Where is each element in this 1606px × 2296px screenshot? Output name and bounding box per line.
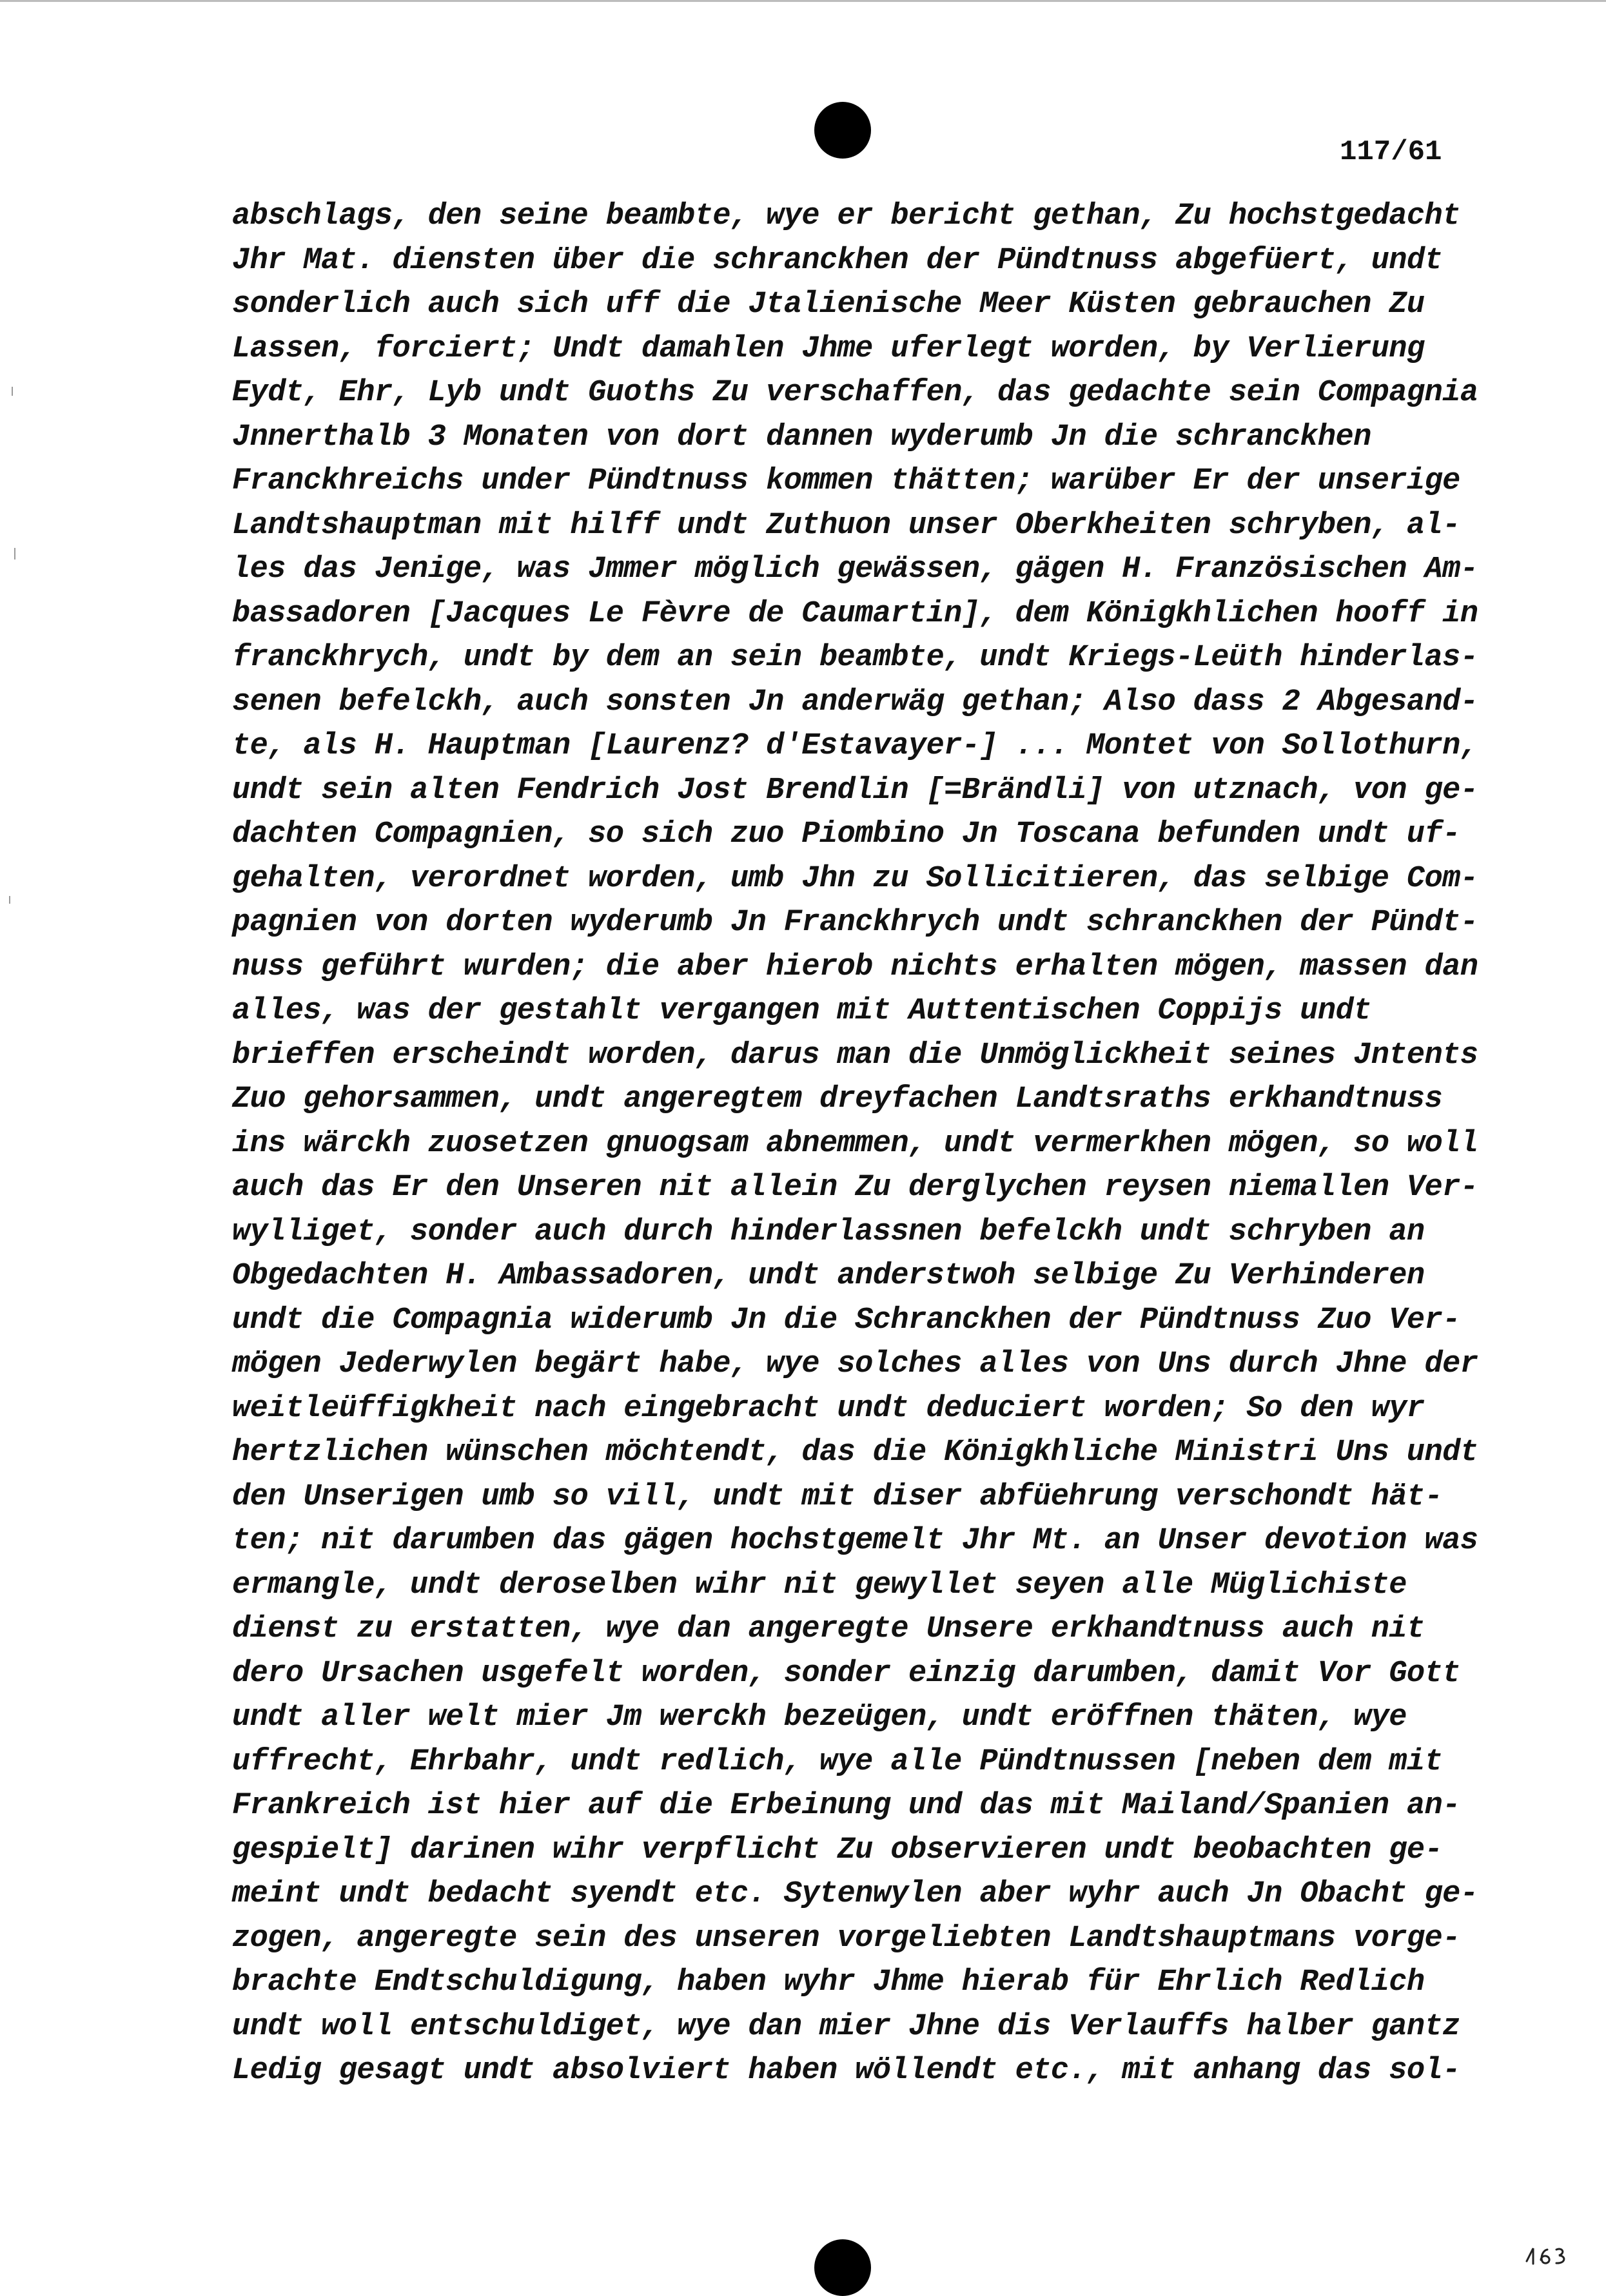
text-line: undt die Compagnia widerumb Jn die Schranckhen der Pündtnuss Zuo Ver- bbox=[232, 1303, 1460, 1338]
text-line: meint undt bedacht syendt etc. Sytenwylen aber wyhr auch Jn Obacht ge- bbox=[232, 1877, 1478, 1911]
text-line: franckhrych, undt by dem an sein beambte, undt Kriegs-Leüth hinderlas- bbox=[232, 641, 1478, 675]
text-line: gehalten, verordnet worden, umb Jhn zu Sollicitieren, das selbige Com- bbox=[232, 861, 1478, 896]
punch-hole-bottom bbox=[814, 2239, 871, 2296]
text-line: gespielt] darinen wihr verpflicht Zu observieren undt beobachten ge- bbox=[232, 1833, 1443, 1867]
text-line: te, als H. Hauptman [Laurenz? d'Estavayer-] ... Montet von Sollothurn, bbox=[232, 729, 1478, 763]
text-line: undt woll entschuldiget, wye dan mier Jhne dis Verlauffs halber gantz bbox=[232, 2009, 1460, 2044]
text-line: Obgedachten H. Ambassadoren, undt anderstwoh selbige Zu Verhinderen bbox=[232, 1259, 1425, 1293]
text-line: ins wärckh zuosetzen gnuogsam abnemmen, undt vermerkhen mögen, so woll bbox=[232, 1126, 1478, 1161]
text-line: pagnien von dorten wyderumb Jn Franckhrych undt schranckhen der Pündt- bbox=[232, 906, 1478, 940]
margin-mark bbox=[9, 896, 10, 904]
text-line: alles, was der gestahlt vergangen mit Auttentischen Coppijs undt bbox=[232, 994, 1371, 1028]
page-top-edge bbox=[0, 0, 1606, 2]
text-line: zogen, angeregte sein des unseren vorgeliebten Landtshauptmans vorge- bbox=[232, 1921, 1460, 1956]
text-line: les das Jenige, was Jmmer möglich gewässen, gägen H. Französischen Am- bbox=[232, 552, 1478, 587]
text-line: uffrecht, Ehrbahr, undt redlich, wye alle Pündtnussen [neben dem mit bbox=[232, 1744, 1443, 1779]
text-line: senen befelckh, auch sonsten Jn anderwäg gethan; Also dass 2 Abgesand- bbox=[232, 685, 1478, 719]
text-line: brieffen erscheindt worden, darus man die Unmöglickheit seines Jntents bbox=[232, 1038, 1478, 1073]
text-line: nuss geführt wurden; die aber hierob nichts erhalten mögen, massen dan bbox=[232, 949, 1478, 984]
text-line: sonderlich auch sich uff die Jtalienische Meer Küsten gebrauchen Zu bbox=[232, 287, 1425, 322]
text-line: undt sein alten Fendrich Jost Brendlin [=Brändli] von utznach, von ge- bbox=[232, 773, 1478, 808]
document-body bbox=[232, 195, 1496, 2094]
handwritten-folio-number bbox=[1522, 2242, 1573, 2268]
page-number: 117/61 bbox=[1340, 136, 1442, 168]
text-line: undt aller welt mier Jm werckh bezeügen, undt eröffnen thäten, wye bbox=[232, 1700, 1407, 1735]
text-line: Frankreich ist hier auf die Erbeinung und das mit Mailand/Spanien an- bbox=[232, 1789, 1460, 1823]
text-line: dachten Compagnien, so sich zuo Piombino Jn Toscana befunden undt uf- bbox=[232, 817, 1460, 851]
text-line: Jnnerthalb 3 Monaten von dort dannen wyderumb Jn die schranckhen bbox=[232, 420, 1371, 454]
text-line: den Unserigen umb so vill, undt mit diser abfüehrung verschondt hät- bbox=[232, 1479, 1443, 1514]
margin-mark bbox=[14, 548, 15, 559]
text-line: brachte Endtschuldigung, haben wyhr Jhme hierab für Ehrlich Redlich bbox=[232, 1965, 1425, 1999]
text-line: hertzlichen wünschen möchtendt, das die Königkhliche Ministri Uns undt bbox=[232, 1435, 1478, 1470]
text-line: mögen Jederwylen begärt habe, wye solches alles von Uns durch Jhne der bbox=[232, 1347, 1478, 1381]
text-line: weitleüffigkheit nach eingebracht undt deduciert worden; So den wyr bbox=[232, 1391, 1425, 1426]
text-line: ermangle, undt deroselben wihr nit gewyllet seyen alle Müglichiste bbox=[232, 1568, 1407, 1602]
text-line: ten; nit darumben das gägen hochstgemelt Jhr Mt. an Unser devotion was bbox=[232, 1524, 1478, 1558]
text-line: abschlags, den seine beambte, wye er bericht gethan, Zu hochstgedacht bbox=[232, 199, 1460, 233]
text-line: Ledig gesagt undt absolviert haben wöllendt etc., mit anhang das sol- bbox=[232, 2054, 1460, 2088]
text-line: Landtshauptman mit hilff undt Zuthuon unser Oberkheiten schryben, al- bbox=[232, 508, 1460, 543]
text-line: Lassen, forciert; Undt damahlen Jhme uferlegt worden, by Verlierung bbox=[232, 331, 1425, 366]
punch-hole-top bbox=[814, 102, 871, 159]
text-line: dienst zu erstatten, wye dan angeregte Unsere erkhandtnuss auch nit bbox=[232, 1612, 1425, 1646]
margin-mark bbox=[12, 387, 13, 396]
text-line: bassadoren [Jacques Le Fèvre de Caumartin], dem Königkhlichen hooff in bbox=[232, 596, 1478, 631]
text-line: Eydt, Ehr, Lyb undt Guoths Zu verschaffen, das gedachte sein Compagnia bbox=[232, 376, 1478, 410]
text-line: Jhr Mat. diensten über die schranckhen der Pündtnuss abgefüert, undt bbox=[232, 243, 1443, 278]
text-line: wylliget, sonder auch durch hinderlassnen befelckh undt schryben an bbox=[232, 1214, 1425, 1249]
text-line: Zuo gehorsammen, undt angeregtem dreyfachen Landtsraths erkhandtnuss bbox=[232, 1082, 1443, 1116]
text-line: dero Ursachen usgefelt worden, sonder einzig darumben, damit Vor Gott bbox=[232, 1656, 1460, 1691]
text-line: Franckhreichs under Pündtnuss kommen thätten; warüber Er der unserige bbox=[232, 464, 1460, 498]
text-line: auch das Er den Unseren nit allein Zu derglychen reysen niemallen Ver- bbox=[232, 1171, 1478, 1205]
